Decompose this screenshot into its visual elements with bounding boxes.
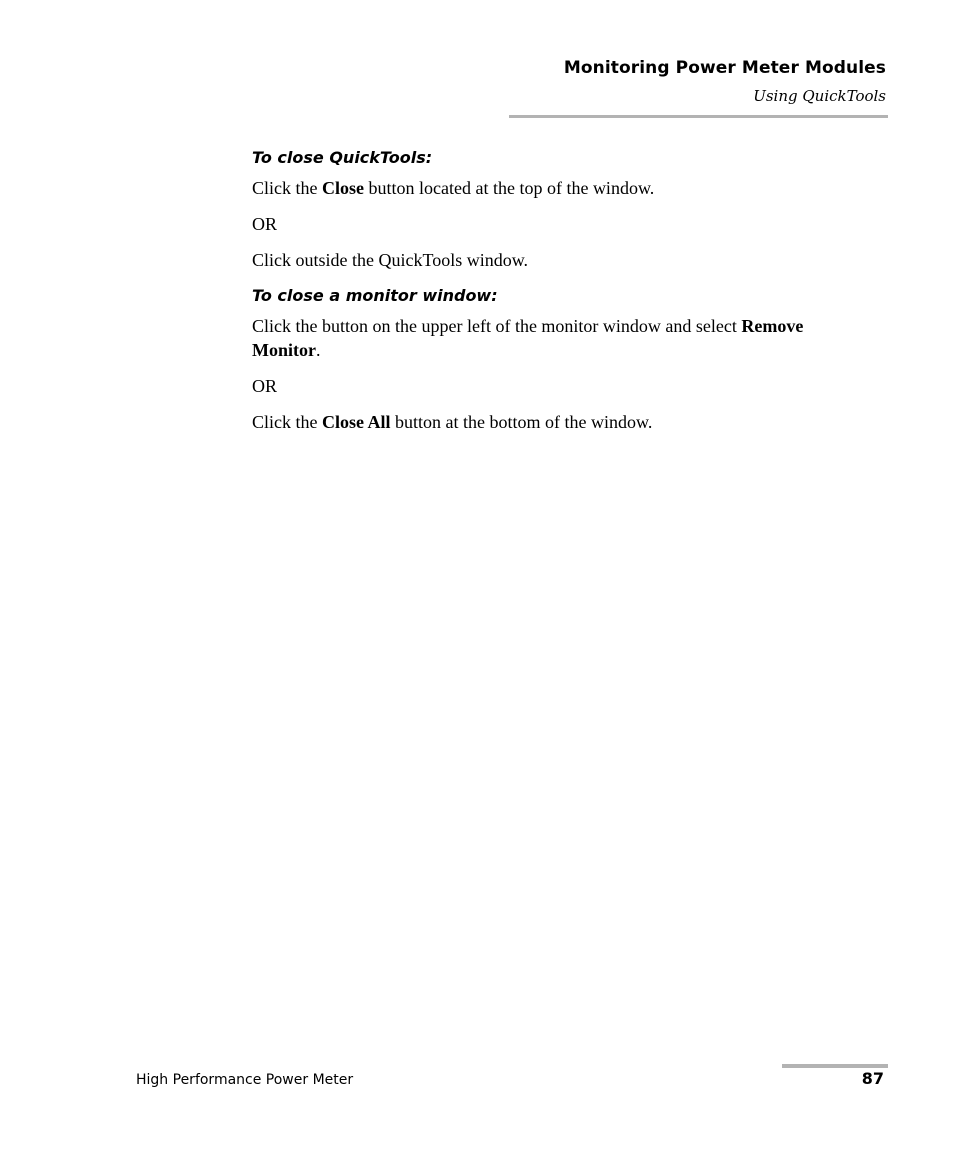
text-run: Click the (252, 178, 322, 198)
ui-term-bold: Close All (322, 412, 391, 432)
ui-term-bold: Close (322, 178, 364, 198)
or-separator: OR (252, 214, 278, 234)
running-header (564, 56, 886, 107)
text-run: Click the button on the upper left of the monitor window and select (252, 316, 742, 336)
procedure-close-quicktools (252, 146, 872, 272)
text-run: button located at the top of the window. (364, 178, 655, 198)
page-body (252, 146, 872, 446)
chapter-title: Monitoring Power Meter Modules (563, 58, 886, 78)
step-paragraph (252, 314, 872, 362)
text-run: button at the bottom of the window. (390, 412, 653, 432)
text-run: Click the (252, 412, 322, 432)
or-separator: OR (252, 376, 278, 396)
procedure-close-monitor-window (252, 284, 872, 434)
step-paragraph (252, 410, 872, 434)
ui-term-bold: Remove Monitor (252, 316, 804, 360)
procedure-heading: To close a monitor window: (252, 286, 498, 305)
section-subtitle: Using QuickTools (753, 87, 886, 105)
header-divider (509, 115, 888, 118)
footer-divider (782, 1064, 888, 1068)
footer-product-name: High Performance Power Meter (136, 1072, 354, 1088)
step-paragraph (252, 176, 872, 200)
procedure-heading: To close QuickTools: (252, 148, 433, 167)
text-run: . (315, 340, 321, 360)
page-number: 87 (861, 1069, 884, 1088)
step-paragraph: Click outside the QuickTools window. (252, 250, 529, 270)
